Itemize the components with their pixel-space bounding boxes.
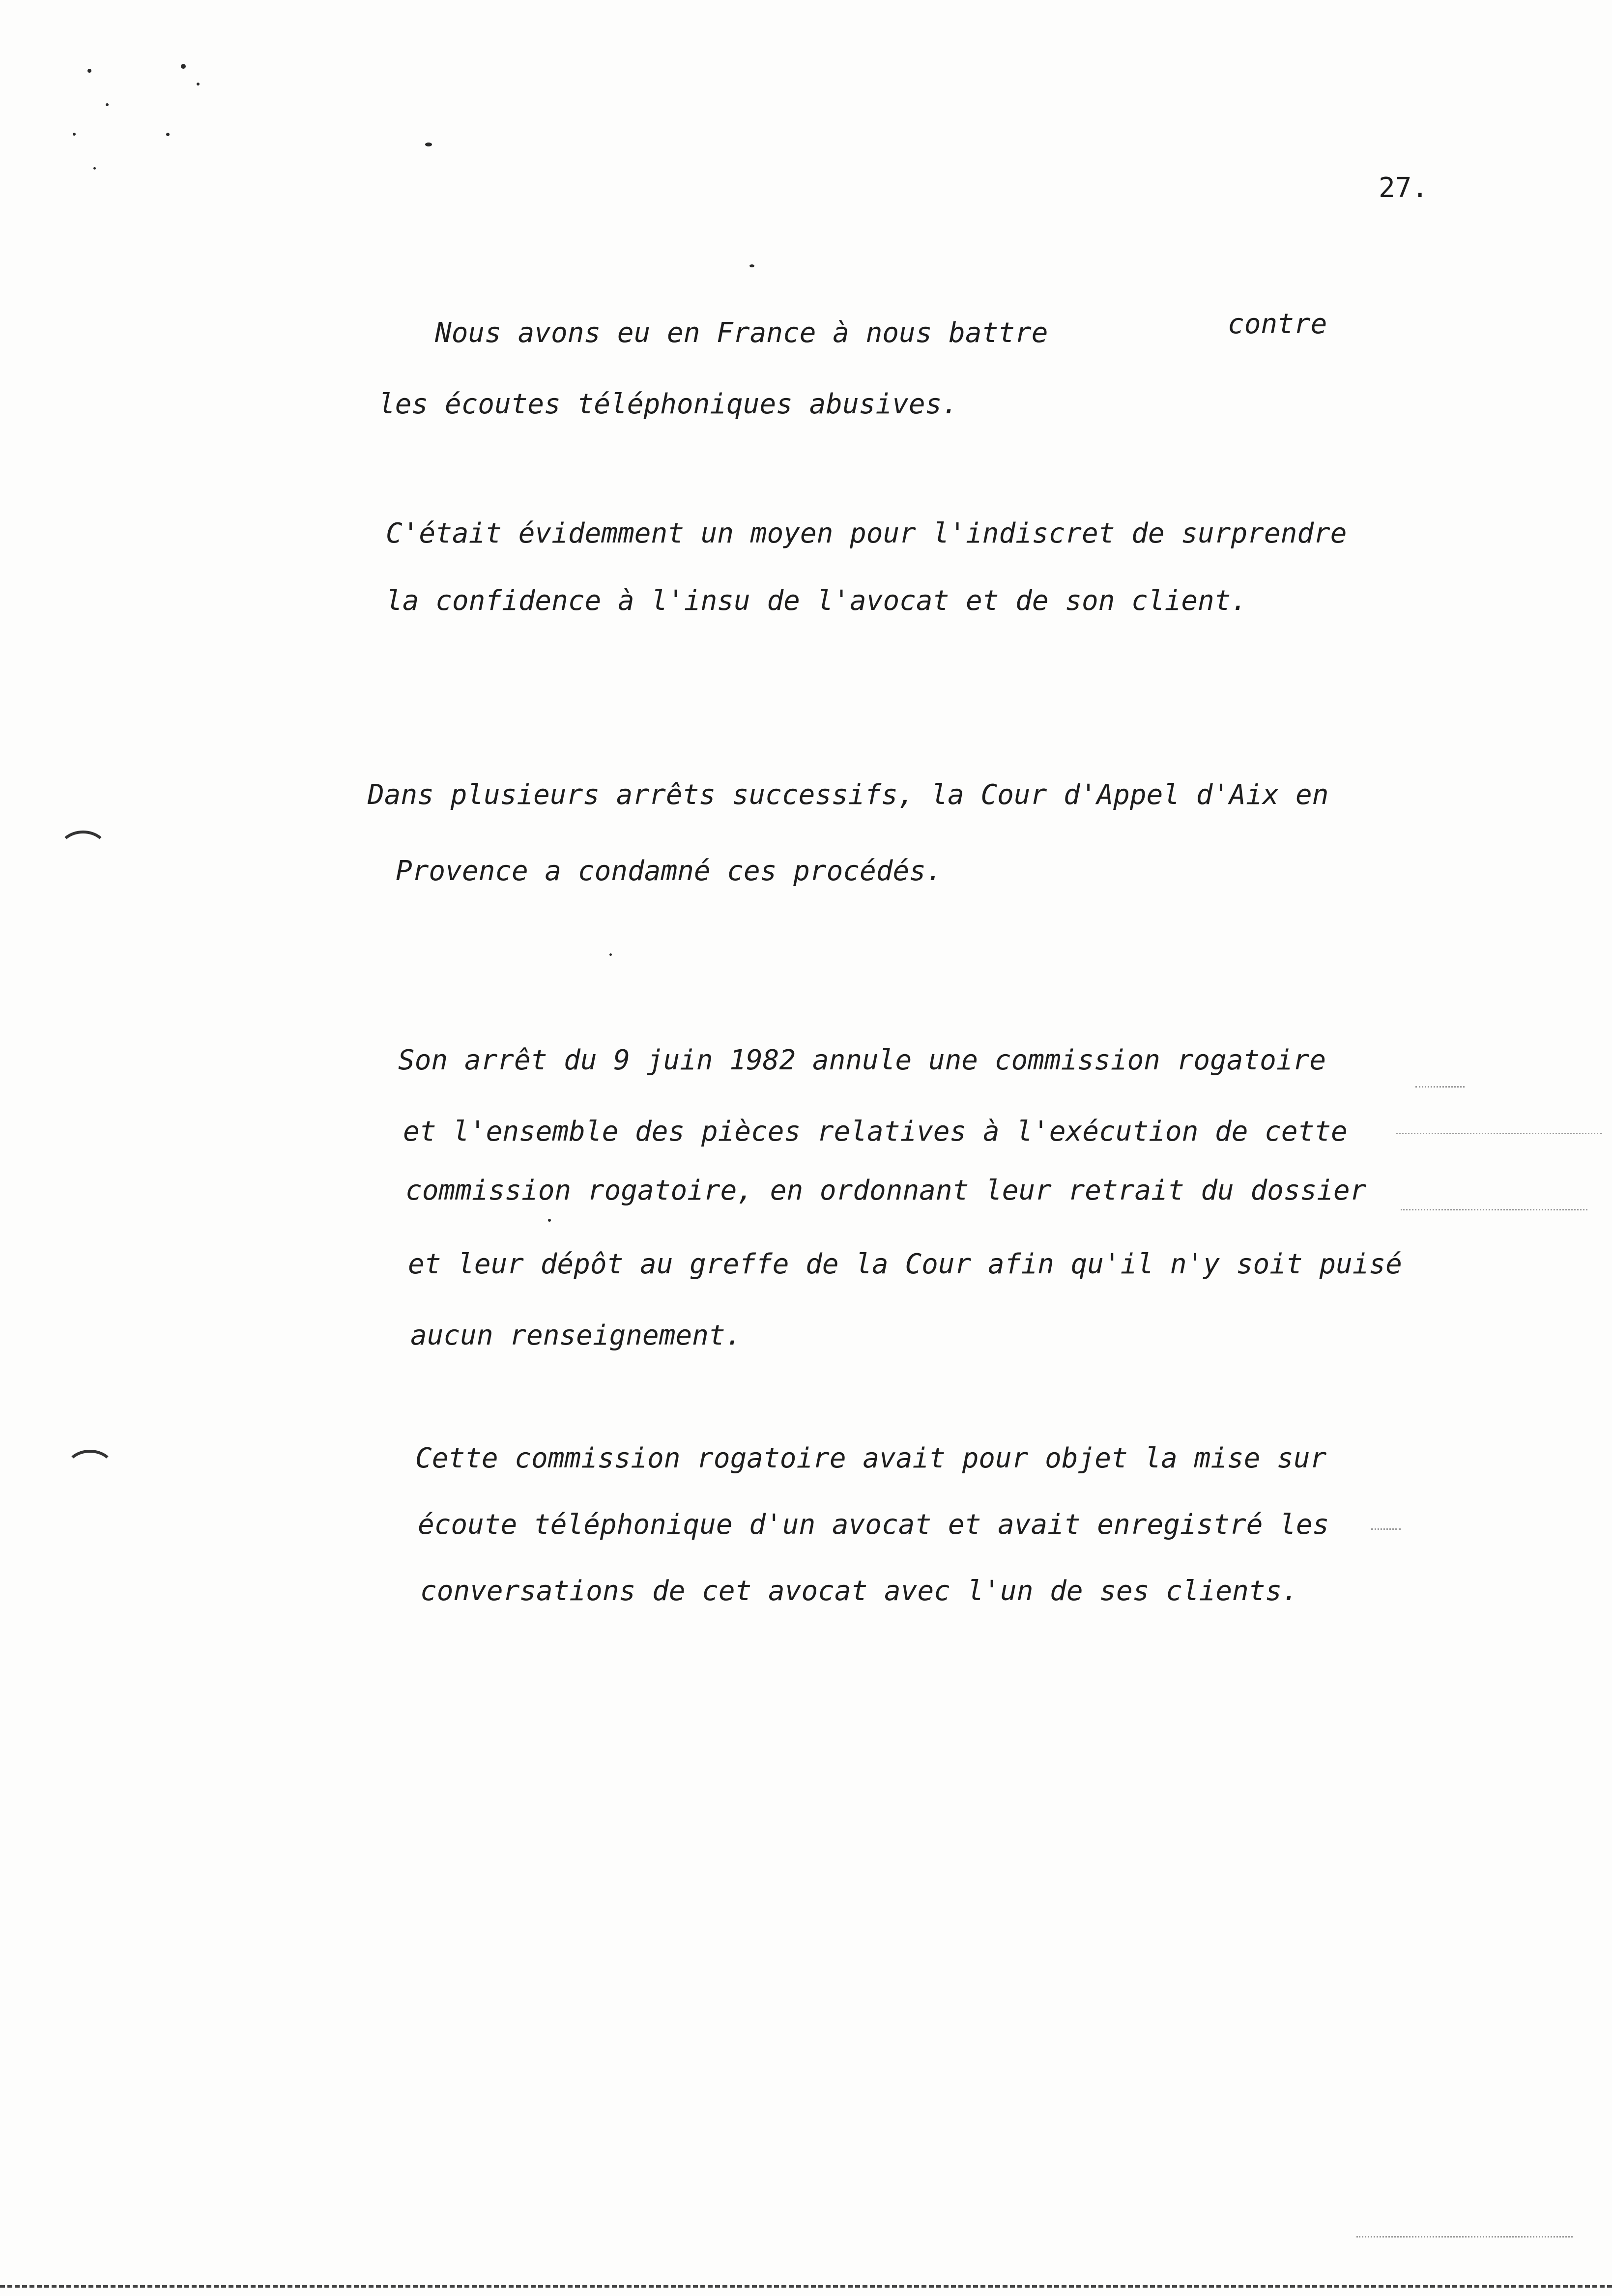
scan-speck: [548, 1219, 551, 1222]
text-line: les écoutes téléphoniques abusives.: [378, 388, 959, 420]
text-line: conversations de cet avocat avec l'un de ses clients.: [420, 1575, 1298, 1607]
page-number: 27.: [1379, 172, 1429, 204]
scan-speck: [197, 83, 200, 86]
scan-noise: [1396, 1133, 1602, 1134]
text-line: et l'ensemble des pièces relatives à l'exécution de cette: [403, 1116, 1348, 1148]
scan-speck: [166, 133, 170, 136]
scan-speck: [87, 69, 91, 73]
scan-speck: [749, 264, 754, 267]
text-line: commission rogatoire, en ordonnant leur retrait du dossier: [405, 1175, 1367, 1206]
text-line: écoute téléphonique d'un avocat et avait enregistré les: [418, 1509, 1329, 1541]
text-line: Provence a condamné ces procédés.: [396, 855, 943, 887]
text-line: Nous avons eu en France à nous battre: [435, 317, 1048, 349]
scan-speck: [73, 133, 76, 136]
margin-mark: [58, 831, 108, 871]
scan-edge-rule: [0, 2285, 1612, 2288]
scan-speck: [106, 103, 109, 106]
margin-mark: [65, 1450, 115, 1490]
text-line: C'était évidemment un moyen pour l'indiscret de surprendre: [386, 517, 1347, 549]
text-line: Dans plusieurs arrêts successifs, la Cour d'Appel d'Aix en: [368, 779, 1329, 811]
text-line: et leur dépôt au greffe de la Cour afin qu'il n'y soit puisé: [408, 1248, 1402, 1280]
scan-speck: [425, 143, 432, 146]
scan-speck: [609, 953, 612, 956]
scan-noise: [1356, 2236, 1573, 2238]
scan-noise: [1371, 1528, 1401, 1530]
text-line: la confidence à l'insu de l'avocat et de son client.: [386, 585, 1248, 617]
text-line: Cette commission rogatoire avait pour objet la mise sur: [415, 1442, 1327, 1474]
scan-noise: [1401, 1209, 1587, 1210]
text-line: aucun renseignement.: [410, 1320, 742, 1351]
scan-speck: [93, 167, 96, 170]
scan-noise: [1415, 1086, 1465, 1088]
text-line: Son arrêt du 9 juin 1982 annule une commission rogatoire: [398, 1044, 1326, 1076]
text-line: contre: [1228, 308, 1327, 340]
scan-speck: [181, 64, 186, 69]
